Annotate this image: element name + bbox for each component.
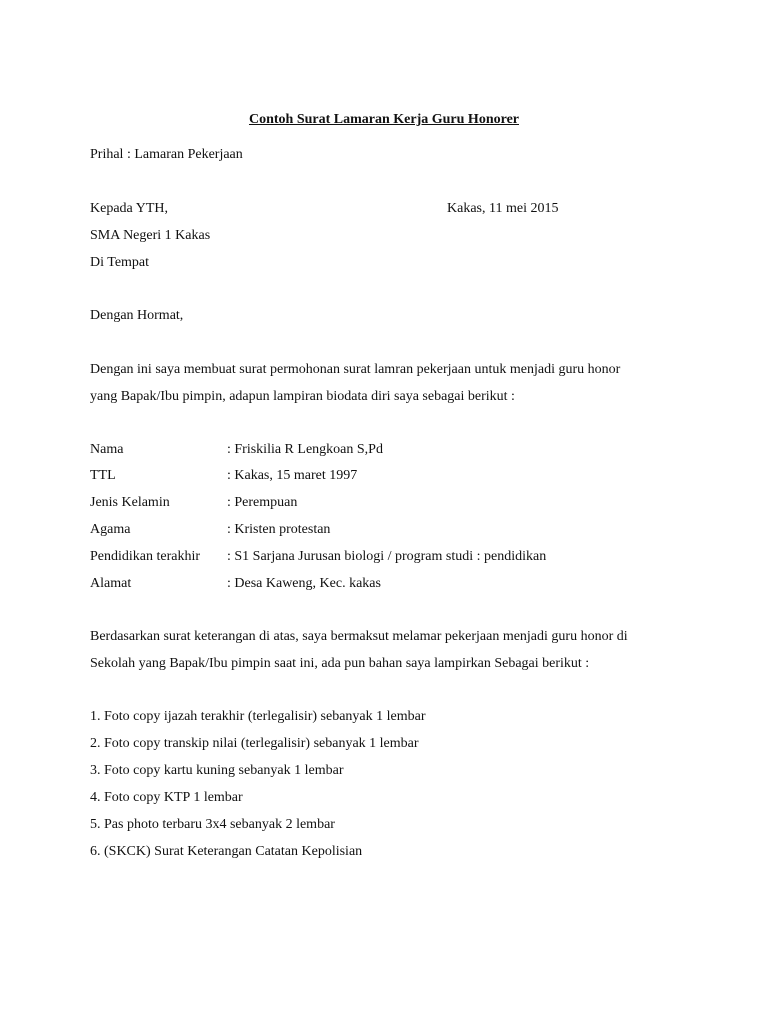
biodata-row <box>0 469 768 489</box>
subject-line: Prihal : Lamaran Pekerjaan <box>90 147 243 162</box>
biodata-label: Agama <box>90 522 131 537</box>
body-line-1: Berdasarkan surat keterangan di atas, saya bermaksut melamar pekerjaan menjadi guru honor di <box>90 629 628 644</box>
list-item: 2. Foto copy transkip nilai (terlegalisir) sebanyak 1 lembar <box>90 736 419 751</box>
biodata-value: : Friskilia R Lengkoan S,Pd <box>227 442 383 457</box>
biodata-value: : Desa Kaweng, Kec. kakas <box>227 576 381 591</box>
biodata-label: Jenis Kelamin <box>90 495 170 510</box>
recipient-line-1: Kepada YTH, <box>90 201 169 216</box>
intro-line-1: Dengan ini saya membuat surat permohonan surat lamran pekerjaan untuk menjadi guru honor <box>90 362 621 377</box>
intro-line-2: yang Bapak/Ibu pimpin, adapun lampiran biodata diri saya sebagai berikut : <box>90 389 515 404</box>
list-item: 6. (SKCK) Surat Keterangan Catatan Kepolisian <box>90 844 363 859</box>
biodata-value: : Kristen protestan <box>227 522 331 537</box>
greeting: Dengan Hormat, <box>90 308 184 323</box>
list-item: 4. Foto copy KTP 1 lembar <box>90 790 243 805</box>
place-date: Kakas, 11 mei 2015 <box>447 201 559 216</box>
biodata-row <box>0 496 768 516</box>
recipient-line-2: SMA Negeri 1 Kakas <box>90 228 211 243</box>
biodata-label: Alamat <box>90 576 132 591</box>
biodata-label: TTL <box>90 468 116 483</box>
biodata-row <box>0 443 768 463</box>
biodata-label: Nama <box>90 442 124 457</box>
list-item: 5. Pas photo terbaru 3x4 sebanyak 2 lembar <box>90 817 335 832</box>
biodata-value: : S1 Sarjana Jurusan biologi / program studi : pendidikan <box>227 549 547 564</box>
body-line-2: Sekolah yang Bapak/Ibu pimpin saat ini, ada pun bahan saya lampirkan Sebagai berikut : <box>90 656 590 671</box>
list-item: 3. Foto copy kartu kuning sebanyak 1 lembar <box>90 763 344 778</box>
biodata-row <box>0 523 768 543</box>
biodata-value: : Kakas, 15 maret 1997 <box>227 468 358 483</box>
biodata-label: Pendidikan terakhir <box>90 549 201 564</box>
recipient-line-3: Di Tempat <box>90 255 150 270</box>
list-item: 1. Foto copy ijazah terakhir (terlegalisir) sebanyak 1 lembar <box>90 709 426 724</box>
document-title: Contoh Surat Lamaran Kerja Guru Honorer <box>248 112 519 127</box>
biodata-row <box>0 550 768 570</box>
biodata-value: : Perempuan <box>227 495 298 510</box>
biodata-row <box>0 577 768 597</box>
